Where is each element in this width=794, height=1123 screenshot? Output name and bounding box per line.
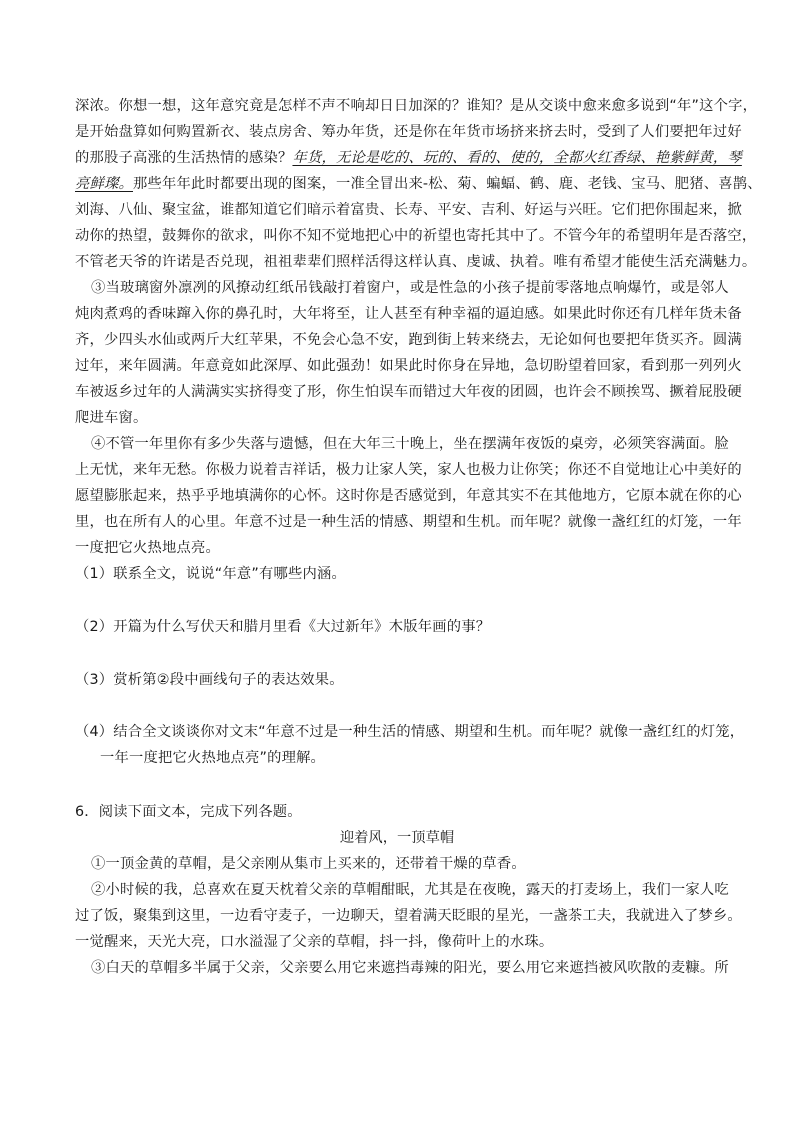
passage-line: 愿望膨胀起来，热乎乎地填满你的心怀。这时你是否感觉到，年意其实不在其他地方，它原本就在你的心	[75, 488, 742, 504]
passage-line: ③白天的草帽多半属于父亲，父亲要么用它来遮挡毒辣的阳光，要么用它来遮挡被风吹散的麦糠。所	[91, 960, 729, 976]
passage-line: 一觉醒来，天光大亮，口水溢湿了父亲的草帽，抖一抖，像荷叶上的水珠。	[75, 934, 554, 950]
question-1: （1）联系全文，说说“年意”有哪些内涵。	[75, 566, 346, 582]
passage-line: 一度把它火热地点亮。	[75, 540, 220, 556]
passage-line: 齐，少四头水仙或两斤大红苹果，不免会心急不安，跑到街上转来绕去，无论如何也要把年货买齐。圆满	[75, 332, 742, 348]
passage-line: 上无忧，来年无愁。你极力说着吉祥话，极力让家人笑，家人也极力让你笑；你还不自觉地让心中美好的	[75, 462, 742, 478]
passage-line: ①一顶金黄的草帽，是父亲刚从集市上买来的，还带着干燥的草香。	[91, 856, 526, 872]
passage-text: 那些年年此时都要出现的图案，一准全冒出来-松、菊、蝙蝠、鹤、鹿、老钱、宝马、肥猪、喜鹊、	[133, 176, 762, 192]
question-4-continued: 一年一度把它火热地点亮”的理解。	[100, 750, 326, 766]
underlined-sentence: 年货，无论是吃的、玩的、看的、使的，全都火红香绿、艳紫鲜黄，琴	[292, 150, 742, 166]
passage-line: 里，也在所有人的心里。年意不过是一种生活的情感、期望和生机。而年呢？就像一盏红红的灯笼，一年	[75, 514, 742, 530]
section-heading: 6．阅读下面文本，完成下列各题。	[75, 804, 302, 820]
passage-line: ③当玻璃窗外凛冽的风撩动红纸吊钱敲打着窗户，或是性急的小孩子提前零落地点响爆竹，或是邻人	[91, 280, 729, 296]
passage-text: 的那股子高涨的生活热情的感染？	[75, 150, 293, 166]
passage-line	[75, 175, 762, 193]
passage-line: ④不管一年里你有多少失落与遗憾，但在大年三十晚上，坐在摆满年夜饭的桌旁，必须笑容满面。脸	[91, 436, 729, 452]
question-4: （4）结合全文谈谈你对文末“年意不过是一种生活的情感、期望和生机。而年呢？就像一盏红红的灯笼，	[75, 724, 745, 740]
article-title: 迎着风，一顶草帽	[339, 830, 455, 846]
underlined-sentence: 亮鲜璨。	[75, 176, 133, 192]
passage-line: ②小时候的我，总喜欢在夏天枕着父亲的草帽酣眠，尤其是在夜晚，露天的打麦场上，我们一家人吃	[91, 882, 729, 898]
passage-line: 是开始盘算如何购置新衣、装点房舍、筹办年货，还是你在年货市场挤来挤去时，受到了人们要把年过好	[75, 124, 742, 140]
passage-line: 动你的热望，鼓舞你的欲求，叫你不知不觉地把心中的祈望也寄托其中了。不管今年的希望明年是否落空，	[75, 228, 757, 244]
passage-line: 爬进车窗。	[75, 410, 148, 426]
passage-line: 过了饭，聚集到这里，一边看守麦子，一边聊天，望着满天眨眼的星光，一盏茶工夫，我就进入了梦乡。	[75, 908, 742, 924]
passage-line: 深浓。你想一想，这年意究竟是怎样不声不响却日日加深的？谁知？是从交谈中愈来愈多说到“年”这个字，	[75, 98, 758, 114]
passage-line: 刘海、八仙、聚宝盆，谁都知道它们暗示着富贵、长寿、平安、吉利、好运与兴旺。它们把你围起来，掀	[75, 202, 742, 218]
passage-line: 不管老天爷的许诺是否兑现，祖祖辈辈们照样活得这样认真、虔诚、执着。唯有希望才能使生活充满魅力。	[75, 254, 757, 270]
passage-line: 车被返乡过年的人满满实实挤得变了形，你生怕误车而错过大年夜的团圆，也许会不顾挨骂、撅着屁股硬	[75, 384, 742, 400]
passage-line: 炖肉煮鸡的香味蹿入你的鼻孔时，大年将至，让人甚至有种幸福的逼迫感。如果此时你还有几样年货未备	[75, 306, 742, 322]
passage-line	[75, 149, 742, 167]
question-2: （2）开篇为什么写伏天和腊月里看《大过新年》木版年画的事？	[75, 619, 491, 635]
passage-line: 过年，来年圆满。年意竟如此深厚、如此强劲！如果此时你身在异地，急切盼望着回家，看到那一列列火	[75, 358, 742, 374]
question-3: （3）赏析第②段中画线句子的表达效果。	[75, 672, 344, 688]
